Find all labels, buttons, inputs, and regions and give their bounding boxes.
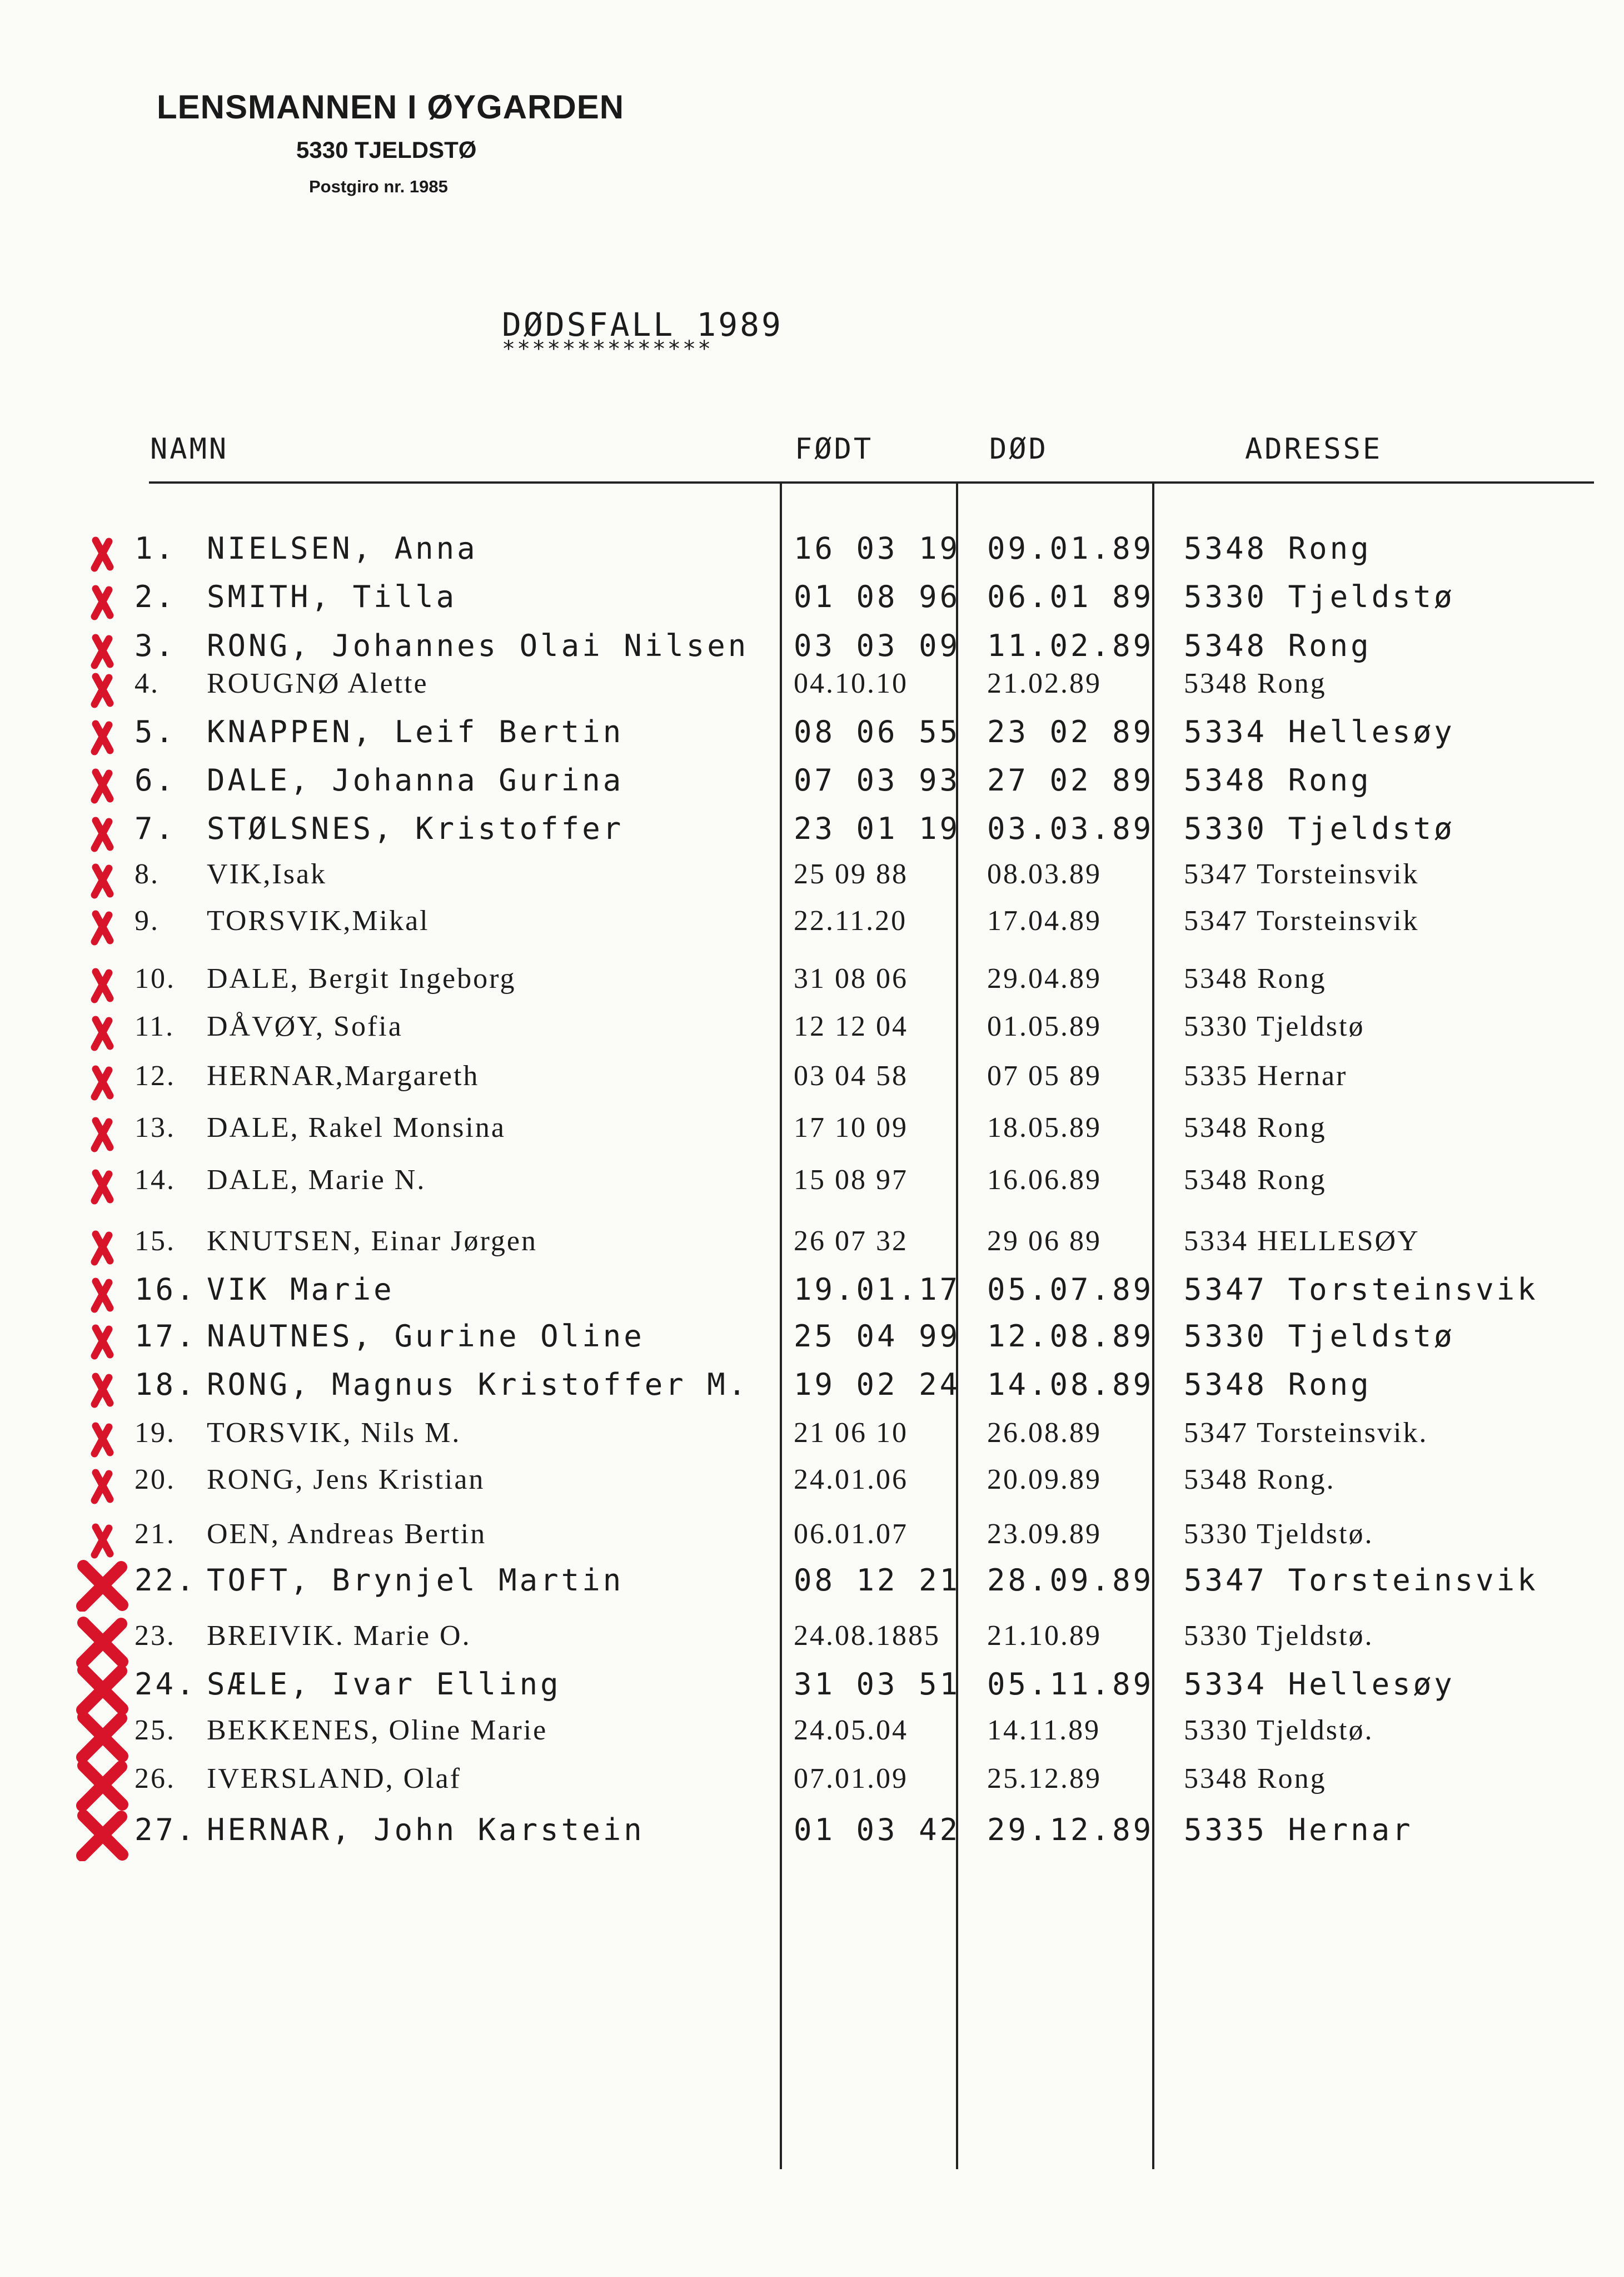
red-cross-mark-icon xyxy=(72,1558,133,1612)
birth-date: 17 10 09 xyxy=(794,1112,908,1144)
birth-date: 04.10.10 xyxy=(794,668,908,699)
row-number: 23. xyxy=(134,1620,176,1652)
row-number: 16. xyxy=(134,1272,197,1307)
row-number: 24. xyxy=(134,1667,197,1702)
person-name: ROUGNØ Alette xyxy=(207,668,429,699)
death-date: 23.09.89 xyxy=(987,1518,1102,1550)
birth-date: 08 12 21 xyxy=(794,1563,961,1598)
table-row xyxy=(0,714,1624,759)
table-row xyxy=(0,1272,1624,1316)
red-cross-mark-icon xyxy=(72,1159,133,1212)
row-number: 20. xyxy=(134,1464,176,1495)
column-header-name: NAMN xyxy=(150,432,229,466)
row-number: 3. xyxy=(134,628,177,663)
birth-date: 07 03 93 xyxy=(794,763,961,798)
row-number: 26. xyxy=(134,1763,176,1794)
table-row xyxy=(0,1367,1624,1411)
death-date: 14.08.89 xyxy=(987,1367,1154,1402)
address: 5330 Tjeldstø xyxy=(1184,579,1455,614)
address: 5348 Rong xyxy=(1184,1112,1327,1144)
birth-date: 24.05.04 xyxy=(794,1714,908,1746)
death-date: 29.04.89 xyxy=(987,963,1102,995)
person-name: VIK Marie xyxy=(207,1272,395,1307)
death-date: 29 06 89 xyxy=(987,1225,1102,1257)
red-cross-mark-icon xyxy=(72,1615,133,1668)
table-row xyxy=(0,1060,1624,1104)
person-name: TORSVIK,Mikal xyxy=(207,905,430,937)
table-row xyxy=(0,858,1624,902)
person-name: RONG, Magnus Kristoffer M. xyxy=(207,1367,749,1402)
death-date: 16.06.89 xyxy=(987,1164,1102,1196)
birth-date: 25 09 88 xyxy=(794,858,908,890)
title-underline: ************** xyxy=(502,336,713,362)
person-name: RONG, Johannes Olai Nilsen xyxy=(207,628,749,663)
table-row xyxy=(0,904,1624,949)
person-name: NIELSEN, Anna xyxy=(207,531,478,566)
birth-date: 31 08 06 xyxy=(794,963,908,995)
table-row xyxy=(0,1416,1624,1461)
birth-date: 01 03 42 xyxy=(794,1812,961,1847)
person-name: DALE, Johanna Gurina xyxy=(207,763,624,798)
address: 5348 Rong xyxy=(1184,1763,1327,1794)
person-name: HERNAR, John Karstein xyxy=(207,1812,645,1847)
address: 5348 Rong xyxy=(1184,763,1372,798)
death-date: 12.08.89 xyxy=(987,1319,1154,1354)
death-date: 28.09.89 xyxy=(987,1563,1154,1598)
birth-date: 06.01.07 xyxy=(794,1518,908,1550)
address: 5347 Torsteinsvik xyxy=(1184,858,1419,890)
death-date: 01.05.89 xyxy=(987,1011,1102,1042)
row-number: 15. xyxy=(134,1225,176,1257)
birth-date: 07.01.09 xyxy=(794,1763,908,1794)
death-date: 07 05 89 xyxy=(987,1060,1102,1092)
red-cross-mark-icon xyxy=(72,1267,133,1321)
table-row xyxy=(0,1563,1624,1607)
address: 5330 Tjeldstø. xyxy=(1184,1518,1374,1550)
address: 5330 Tjeldstø. xyxy=(1184,1620,1374,1652)
person-name: TOFT, Brynjel Martin xyxy=(207,1563,624,1598)
red-cross-mark-icon xyxy=(72,758,133,812)
address: 5348 Rong xyxy=(1184,963,1327,995)
row-number: 2. xyxy=(134,579,177,614)
death-date: 27 02 89 xyxy=(987,763,1154,798)
row-number: 14. xyxy=(134,1164,176,1196)
address: 5334 Hellesøy xyxy=(1184,714,1455,749)
person-name: KNUTSEN, Einar Jørgen xyxy=(207,1225,537,1257)
address: 5335 Hernar xyxy=(1184,1812,1413,1847)
row-number: 17. xyxy=(134,1319,197,1354)
row-number: 21. xyxy=(134,1518,176,1550)
table-row xyxy=(0,1762,1624,1807)
column-header-born: FØDT xyxy=(795,432,874,466)
row-number: 9. xyxy=(134,905,160,937)
death-date: 18.05.89 xyxy=(987,1112,1102,1144)
death-date: 09.01.89 xyxy=(987,531,1154,566)
row-number: 11. xyxy=(134,1011,175,1042)
table-row xyxy=(0,1714,1624,1758)
birth-date: 23 01 19 xyxy=(794,811,961,846)
column-header-address: ADRESSE xyxy=(1245,432,1383,466)
red-cross-mark-icon xyxy=(72,1107,133,1160)
death-date: 20.09.89 xyxy=(987,1464,1102,1495)
table-row xyxy=(0,1111,1624,1156)
birth-date: 31 03 51 xyxy=(794,1667,961,1702)
row-number: 1. xyxy=(134,531,177,566)
header-rule xyxy=(149,481,1594,484)
row-number: 22. xyxy=(134,1563,197,1598)
letterhead-giro: Postgiro nr. 1985 xyxy=(309,177,448,196)
person-name: HERNAR,Margareth xyxy=(207,1060,480,1092)
death-date: 29.12.89 xyxy=(987,1812,1154,1847)
table-row xyxy=(0,1225,1624,1269)
address: 5347 Torsteinsvik xyxy=(1184,1272,1538,1307)
death-date: 08.03.89 xyxy=(987,858,1102,890)
address: 5348 Rong xyxy=(1184,531,1372,566)
red-cross-mark-icon xyxy=(72,807,133,860)
table-row xyxy=(0,1164,1624,1208)
address: 5348 Rong xyxy=(1184,1367,1372,1402)
row-number: 5. xyxy=(134,714,177,749)
address: 5348 Rong. xyxy=(1184,1464,1336,1495)
address: 5348 Rong xyxy=(1184,628,1372,663)
death-date: 23 02 89 xyxy=(987,714,1154,749)
person-name: DALE, Marie N. xyxy=(207,1164,426,1196)
address: 5330 Tjeldstø. xyxy=(1184,1714,1374,1746)
red-cross-mark-icon xyxy=(72,853,133,907)
birth-date: 08 06 55 xyxy=(794,714,961,749)
row-number: 4. xyxy=(134,668,160,699)
red-cross-mark-icon xyxy=(72,1055,133,1108)
row-number: 19. xyxy=(134,1417,176,1449)
address: 5334 Hellesøy xyxy=(1184,1667,1455,1702)
red-cross-mark-icon xyxy=(72,1808,133,1861)
row-number: 13. xyxy=(134,1112,176,1144)
row-number: 12. xyxy=(134,1060,176,1092)
table-row xyxy=(0,1667,1624,1711)
person-name: SÆLE, Ivar Elling xyxy=(207,1667,561,1702)
address: 5335 Hernar xyxy=(1184,1060,1348,1092)
death-date: 05.11.89 xyxy=(987,1667,1154,1702)
birth-date: 26 07 32 xyxy=(794,1225,908,1257)
red-cross-mark-icon xyxy=(72,1662,133,1716)
person-name: KNAPPEN, Leif Bertin xyxy=(207,714,624,749)
table-row xyxy=(0,1518,1624,1562)
table-row xyxy=(0,1463,1624,1508)
person-name: TORSVIK, Nils M. xyxy=(207,1417,461,1449)
table-row xyxy=(0,962,1624,1007)
person-name: DÅVØY, Sofia xyxy=(207,1011,403,1042)
birth-date: 19.01.17 xyxy=(794,1272,961,1307)
birth-date: 22.11.20 xyxy=(794,905,908,937)
red-cross-mark-icon xyxy=(72,1220,133,1274)
red-cross-mark-icon xyxy=(72,710,133,763)
row-number: 10. xyxy=(134,963,176,995)
red-cross-mark-icon xyxy=(72,1006,133,1059)
person-name: DALE, Rakel Monsina xyxy=(207,1112,506,1144)
table-row xyxy=(0,531,1624,575)
row-number: 6. xyxy=(134,763,177,798)
red-cross-mark-icon xyxy=(72,1363,133,1416)
death-date: 26.08.89 xyxy=(987,1417,1102,1449)
birth-date: 25 04 99 xyxy=(794,1319,961,1354)
table-row xyxy=(0,1010,1624,1055)
person-name: BREIVIK. Marie O. xyxy=(207,1620,471,1652)
table-row xyxy=(0,1619,1624,1664)
document-title: DØDSFALL 1989 xyxy=(502,306,783,344)
person-name: DALE, Bergit Ingeborg xyxy=(207,963,516,995)
death-date: 14.11.89 xyxy=(987,1714,1101,1746)
birth-date: 24.01.06 xyxy=(794,1464,908,1495)
row-number: 7. xyxy=(134,811,177,846)
address: 5330 Tjeldstø xyxy=(1184,1319,1455,1354)
death-date: 17.04.89 xyxy=(987,905,1102,937)
birth-date: 03 04 58 xyxy=(794,1060,908,1092)
address: 5330 Tjeldstø xyxy=(1184,811,1455,846)
address: 5334 HELLESØY xyxy=(1184,1225,1420,1257)
person-name: VIK,Isak xyxy=(207,858,327,890)
death-date: 05.07.89 xyxy=(987,1272,1154,1307)
address: 5330 Tjeldstø xyxy=(1184,1011,1365,1042)
red-cross-mark-icon xyxy=(72,575,133,628)
person-name: OEN, Andreas Bertin xyxy=(207,1518,487,1550)
address: 5348 Rong xyxy=(1184,1164,1327,1196)
birth-date: 15 08 97 xyxy=(794,1164,908,1196)
table-row xyxy=(0,1812,1624,1857)
row-number: 27. xyxy=(134,1812,197,1847)
letterhead-org: LENSMANNEN I ØYGARDEN xyxy=(157,88,625,126)
row-number: 25. xyxy=(134,1714,176,1746)
table-row xyxy=(0,1319,1624,1363)
red-cross-mark-icon xyxy=(72,1758,133,1811)
table-row xyxy=(0,811,1624,856)
birth-date: 03 03 09 xyxy=(794,628,961,663)
death-date: 11.02.89 xyxy=(987,628,1154,663)
table-row xyxy=(0,763,1624,807)
table-row xyxy=(0,579,1624,624)
column-header-died: DØD xyxy=(989,432,1048,466)
person-name: STØLSNES, Kristoffer xyxy=(207,811,624,846)
address: 5347 Torsteinsvik. xyxy=(1184,1417,1428,1449)
death-date: 21.10.89 xyxy=(987,1620,1102,1652)
row-number: 8. xyxy=(134,858,160,890)
death-date: 21.02.89 xyxy=(987,668,1102,699)
red-cross-mark-icon xyxy=(72,1459,133,1512)
death-date: 06.01 89 xyxy=(987,579,1154,614)
address: 5347 Torsteinsvik xyxy=(1184,905,1419,937)
birth-date: 01 08 96 xyxy=(794,579,961,614)
person-name: BEKKENES, Oline Marie xyxy=(207,1714,548,1746)
birth-date: 24.08.1885 xyxy=(794,1620,940,1652)
birth-date: 16 03 19 xyxy=(794,531,961,566)
address: 5348 Rong xyxy=(1184,668,1327,699)
death-date: 03.03.89 xyxy=(987,811,1154,846)
row-number: 18. xyxy=(134,1367,197,1402)
address: 5347 Torsteinsvik xyxy=(1184,1563,1538,1598)
person-name: NAUTNES, Gurine Oline xyxy=(207,1319,645,1354)
red-cross-mark-icon xyxy=(72,900,133,953)
red-cross-mark-icon xyxy=(72,1709,133,1763)
birth-date: 12 12 04 xyxy=(794,1011,908,1042)
red-cross-mark-icon xyxy=(72,526,133,580)
red-cross-mark-icon xyxy=(72,1314,133,1368)
death-date: 25.12.89 xyxy=(987,1763,1102,1794)
red-cross-mark-icon xyxy=(72,663,133,716)
red-cross-mark-icon xyxy=(72,958,133,1011)
person-name: RONG, Jens Kristian xyxy=(207,1464,485,1495)
table-row xyxy=(0,667,1624,712)
person-name: SMITH, Tilla xyxy=(207,579,457,614)
table-row xyxy=(0,628,1624,673)
letterhead-address: 5330 TJELDSTØ xyxy=(296,137,477,163)
birth-date: 19 02 24 xyxy=(794,1367,961,1402)
birth-date: 21 06 10 xyxy=(794,1417,908,1449)
person-name: IVERSLAND, Olaf xyxy=(207,1763,462,1794)
red-cross-mark-icon xyxy=(72,1412,133,1465)
